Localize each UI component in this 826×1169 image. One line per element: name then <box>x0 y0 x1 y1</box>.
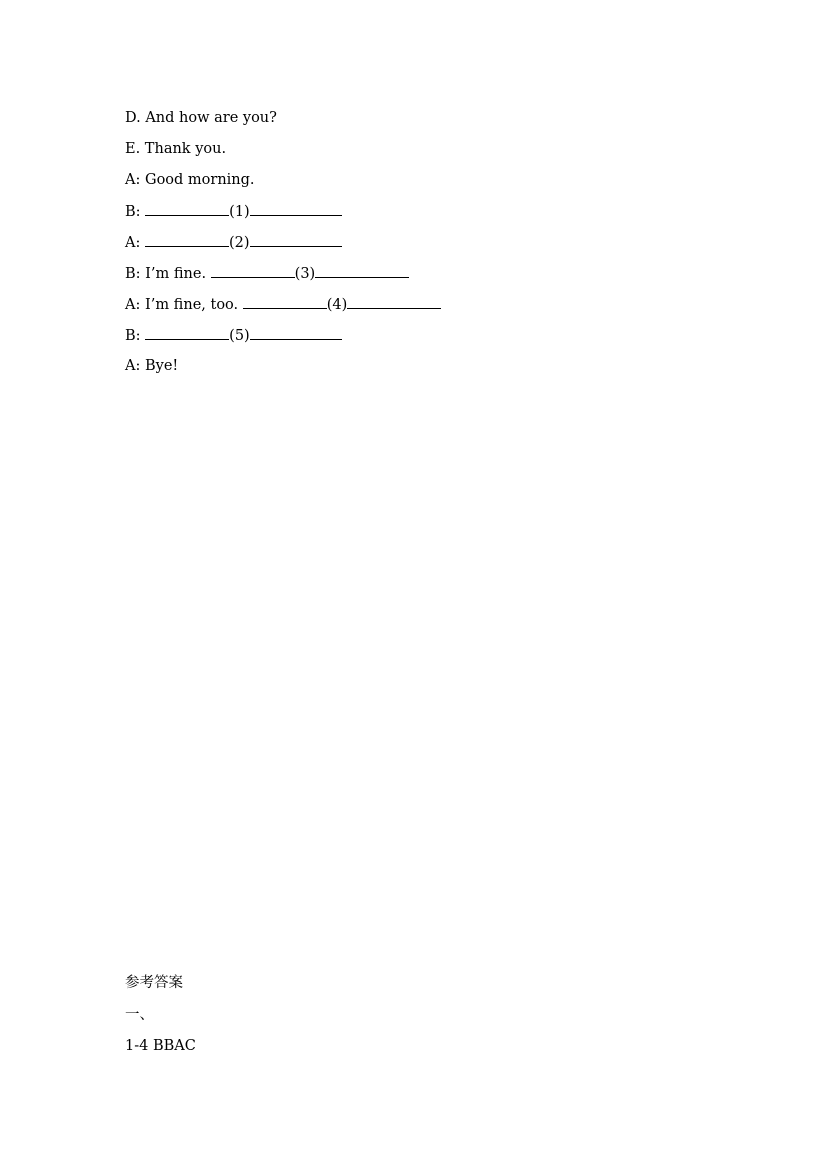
blank-line-left <box>145 326 229 340</box>
blank-number: (1) <box>229 204 250 220</box>
blank-line-left <box>211 264 295 278</box>
blank-number: (3) <box>294 266 316 282</box>
blank-line-right <box>250 202 342 216</box>
dialogue-line-1: A: Good morning. <box>125 172 255 188</box>
speaker: B <box>125 328 136 344</box>
answers-heading: 参考答案 <box>125 975 183 991</box>
blank-number: (2) <box>228 235 250 251</box>
dialogue-line-3: A: (2) <box>125 233 342 252</box>
dialogue-text: I’m fine, too. <box>144 297 239 313</box>
blank-line-right <box>347 295 441 309</box>
dialogue-line-7: A: Bye! <box>125 358 179 374</box>
speaker: A <box>125 172 136 188</box>
dialogue-line-6: B: (5) <box>125 326 342 345</box>
dialogue-line-4: B: I’m fine. (3) <box>125 264 409 283</box>
blank-line-right <box>250 233 342 247</box>
blank-line-left <box>243 295 327 309</box>
option-e: E. Thank you. <box>125 141 227 157</box>
speaker: A <box>125 297 136 313</box>
blank-line-left <box>145 202 229 216</box>
dialogue-line-2: B: (1) <box>125 202 342 221</box>
blank-line-right <box>315 264 409 278</box>
answers-line: 1-4 BBAC <box>125 1038 196 1054</box>
dialogue-text: I’m fine. <box>145 266 207 282</box>
blank-line-right <box>250 326 342 340</box>
speaker: A <box>125 358 136 374</box>
blank-number: (5) <box>229 328 250 344</box>
blank-number: (4) <box>326 297 348 313</box>
speaker: A <box>125 235 136 251</box>
option-d: D. And how are you? <box>125 110 277 126</box>
speaker: B <box>125 266 136 282</box>
blank-line-left <box>145 233 229 247</box>
dialogue-line-5: A: I’m fine, too. (4) <box>125 295 441 314</box>
dialogue-text: Bye! <box>144 358 179 374</box>
answers-section: 一、 <box>125 1007 154 1023</box>
dialogue-text: Good morning. <box>144 172 255 188</box>
speaker: B <box>125 204 136 220</box>
